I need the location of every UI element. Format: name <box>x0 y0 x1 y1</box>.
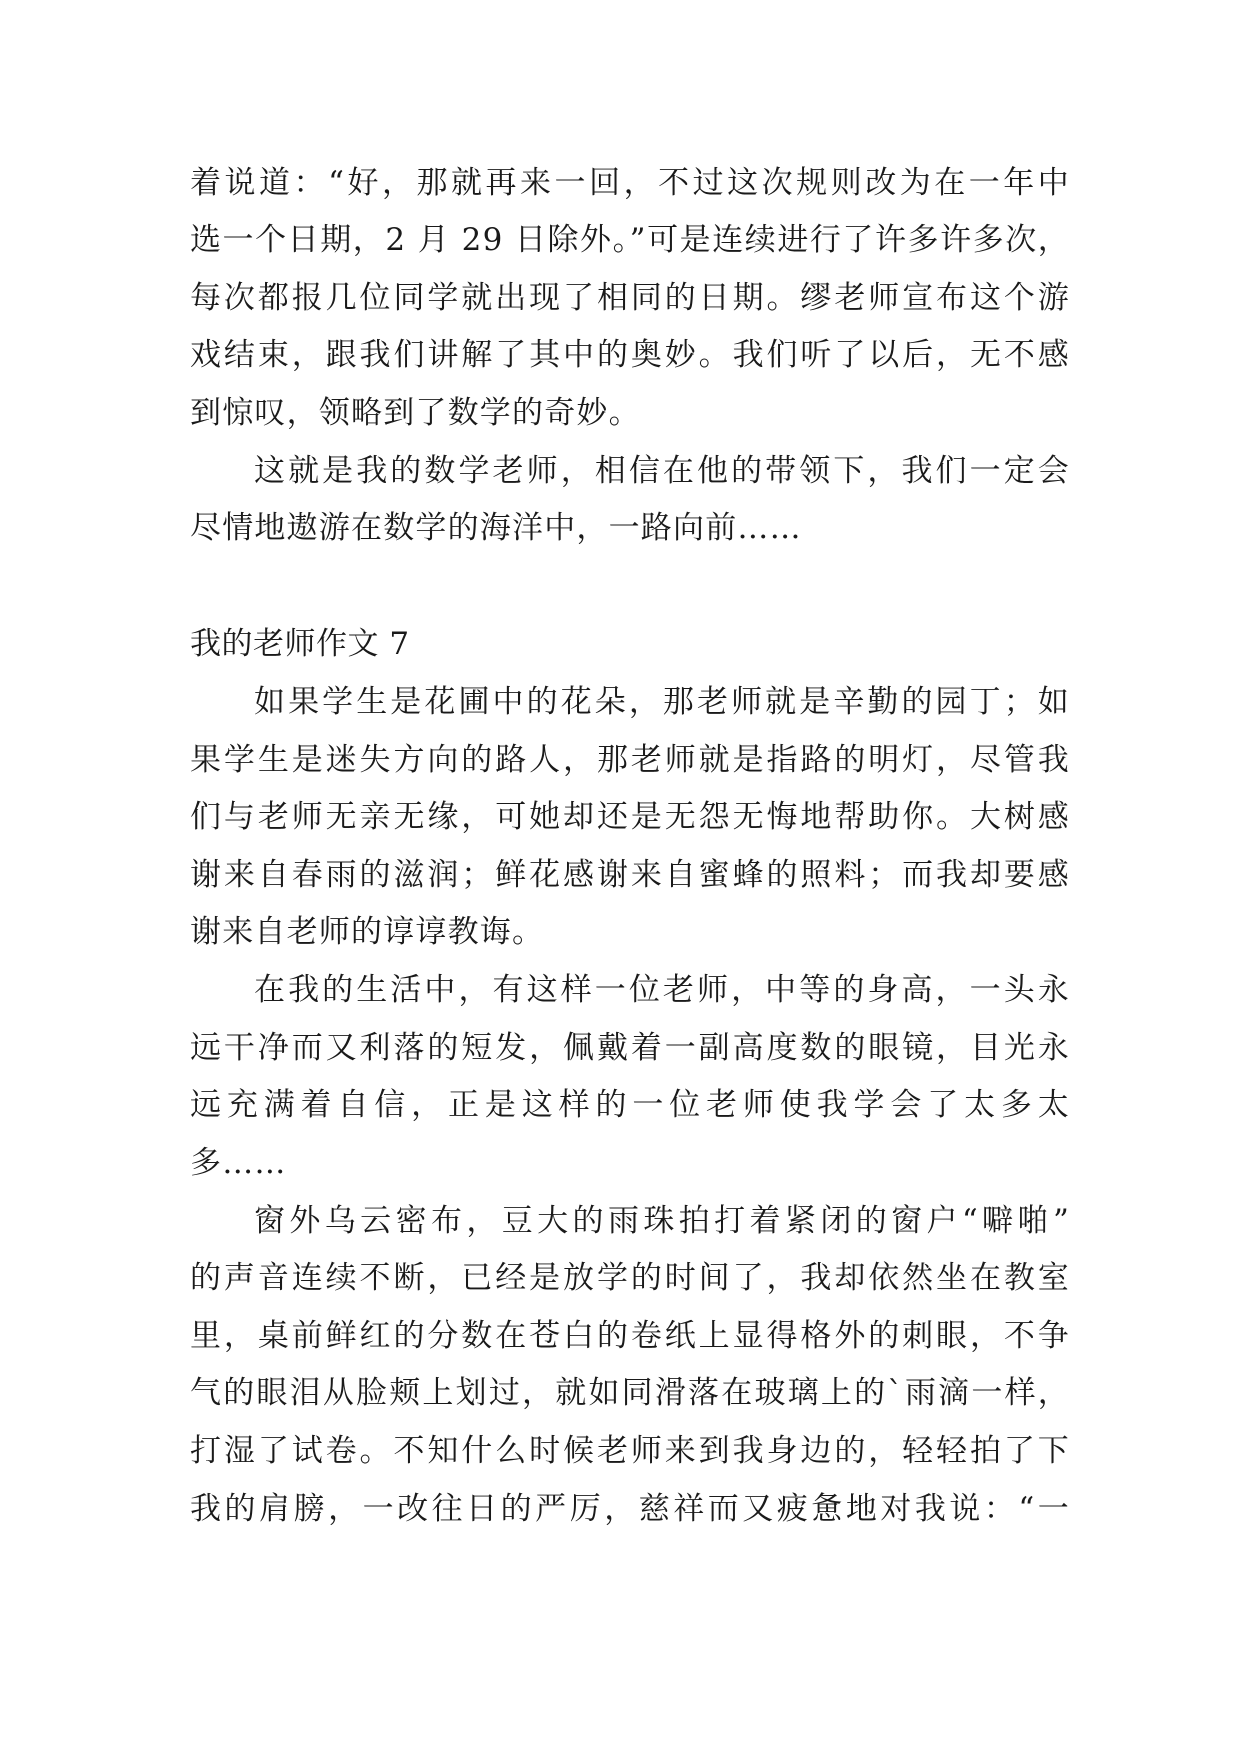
paragraph-line: 多…… <box>190 1145 287 1181</box>
paragraph-line: 打湿了试卷。不知什么时候老师来到我身边的，轻轻拍了下 <box>190 1433 1070 1469</box>
paragraph-line: 在我的生活中，有这样一位老师，中等的身高，一头永 <box>254 972 1070 1008</box>
paragraph-line: 的声音连续不断，已经是放学的时间了，我却依然坐在教室 <box>190 1260 1070 1296</box>
paragraph-line: 窗外乌云密布，豆大的雨珠拍打着紧闭的窗户“噼啪” <box>254 1203 1070 1239</box>
section-heading: 我的老师作文 7 <box>190 626 410 662</box>
paragraph-line: 气的眼泪从脸颊上划过，就如同滑落在玻璃上的`雨滴一样， <box>190 1375 1070 1411</box>
paragraph-line: 们与老师无亲无缘，可她却还是无怨无悔地帮助你。大树感 <box>190 799 1070 835</box>
paragraph-line: 果学生是迷失方向的路人，那老师就是指路的明灯，尽管我 <box>190 742 1070 778</box>
paragraph-line: 着说道：“好，那就再来一回，不过这次规则改为在一年中 <box>190 165 1070 201</box>
paragraph-line: 每次都报几位同学就出现了相同的日期。缪老师宣布这个游 <box>190 280 1070 316</box>
paragraph-line: 我的肩膀，一改往日的严厉，慈祥而又疲惫地对我说：“一 <box>190 1491 1070 1527</box>
paragraph-line: 远干净而又利落的短发，佩戴着一副高度数的眼镜，目光永 <box>190 1030 1070 1066</box>
paragraph-line: 这就是我的数学老师，相信在他的带领下，我们一定会 <box>254 453 1070 489</box>
paragraph-line: 谢来自春雨的滋润；鲜花感谢来自蜜蜂的照料；而我却要感 <box>190 857 1070 893</box>
paragraph-line: 选一个日期，2 月 29 日除外。”可是连续进行了许多许多次， <box>190 222 1070 258</box>
paragraph-line: 尽情地遨游在数学的海洋中，一路向前…… <box>190 510 802 546</box>
paragraph-line: 谢来自老师的谆谆教诲。 <box>190 914 545 950</box>
paragraph-line: 远充满着自信，正是这样的一位老师使我学会了太多太 <box>190 1087 1070 1123</box>
paragraph-line: 戏结束，跟我们讲解了其中的奥妙。我们听了以后，无不感 <box>190 337 1070 373</box>
paragraph-line: 里，桌前鲜红的分数在苍白的卷纸上显得格外的刺眼，不争 <box>190 1318 1070 1354</box>
paragraph-line: 如果学生是花圃中的花朵，那老师就是辛勤的园丁；如 <box>254 684 1070 720</box>
paragraph-line: 到惊叹，领略到了数学的奇妙。 <box>190 395 641 431</box>
